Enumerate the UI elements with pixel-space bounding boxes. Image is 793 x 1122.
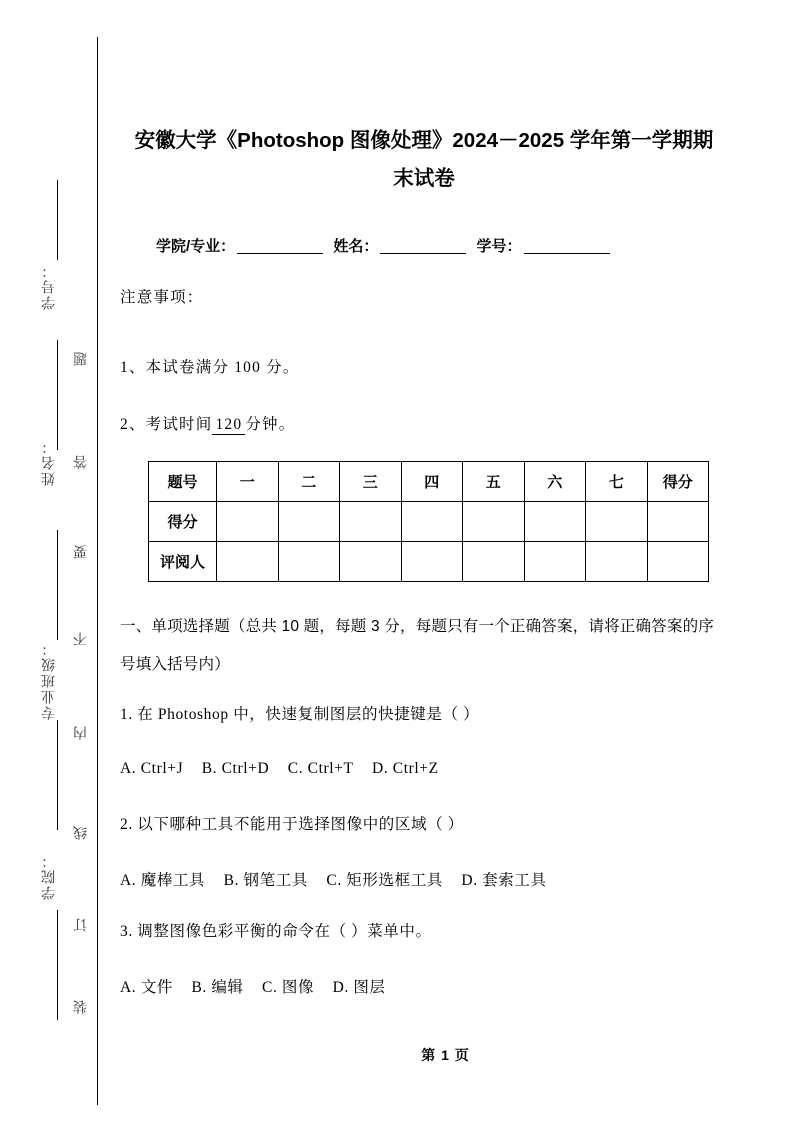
question-1-option-a[interactable]: A. Ctrl+J — [120, 760, 184, 777]
question-3-option-a[interactable]: A. 文件 — [120, 979, 173, 996]
student-id-label: 学号： — [476, 238, 522, 255]
score-cell-0-3[interactable] — [401, 502, 463, 542]
college-major-label: 学院/专业： — [156, 238, 236, 255]
score-cell-0-2[interactable] — [340, 502, 402, 542]
exam-duration-value: 120 — [212, 416, 245, 435]
binding-glyph-zhuang: 装 — [74, 1000, 89, 1014]
score-cell-1-6[interactable] — [586, 542, 648, 582]
question-1-option-c[interactable]: C. Ctrl+T — [287, 760, 354, 777]
score-table-header-4: 四 — [401, 462, 463, 502]
score-cell-0-5[interactable] — [524, 502, 586, 542]
question-2-stem: 2. 以下哪种工具不能用于选择图像中的区域（ ） — [120, 816, 464, 833]
score-cell-1-4[interactable] — [463, 542, 525, 582]
table-row-header — [149, 462, 709, 502]
section-heading-single-choice: 一、单项选择题（总共 10 题，每题 3 分，每题只有一个正确答案，请将正确答案的序号填入括号内） — [120, 618, 714, 673]
score-cell-0-6[interactable] — [586, 502, 648, 542]
binding-label-student-name: 姓名： — [42, 438, 57, 486]
page-body — [98, 0, 793, 1122]
score-cell-1-2[interactable] — [340, 542, 402, 582]
student-info-fields — [156, 235, 742, 256]
question-3-option-d[interactable]: D. 图层 — [332, 979, 386, 996]
question-1-option-d[interactable]: D. Ctrl+Z — [372, 760, 439, 777]
question-2-options — [120, 868, 740, 890]
score-table — [148, 461, 709, 582]
question-2-option-a[interactable]: A. 魔棒工具 — [120, 872, 206, 889]
binding-rule-segment-3 — [57, 530, 58, 640]
question-2-option-b[interactable]: B. 钢笔工具 — [223, 872, 308, 889]
score-cell-0-7[interactable] — [647, 502, 709, 542]
score-cell-1-3[interactable] — [401, 542, 463, 582]
score-table-header-8: 得分 — [647, 462, 709, 502]
question-2-option-d[interactable]: D. 套索工具 — [461, 872, 547, 889]
table-row — [149, 502, 709, 542]
score-table-header-2: 二 — [278, 462, 340, 502]
score-cell-1-1[interactable] — [278, 542, 340, 582]
question-1-option-b[interactable]: B. Ctrl+D — [201, 760, 270, 777]
binding-glyph-nei: 内 — [74, 726, 89, 740]
binding-rule-segment-2 — [57, 340, 58, 450]
binding-label-college: 学院： — [42, 852, 57, 900]
notice-item-1: 1、本试卷满分 100 分。 — [120, 359, 300, 376]
binding-rule-segment-4 — [57, 720, 58, 830]
binding-glyph-ti: 题 — [74, 352, 89, 366]
notice-item-2 — [120, 412, 295, 435]
score-cell-0-0[interactable] — [217, 502, 279, 542]
score-table-header-6: 六 — [524, 462, 586, 502]
student-name-label: 姓名： — [333, 238, 379, 255]
question-3-options — [120, 975, 740, 997]
binding-margin — [0, 0, 98, 1122]
table-row — [149, 542, 709, 582]
score-cell-1-5[interactable] — [524, 542, 586, 582]
score-table-header-1: 一 — [217, 462, 279, 502]
question-3-option-c[interactable]: C. 图像 — [262, 979, 315, 996]
score-row-label-score: 得分 — [149, 502, 217, 542]
binding-glyph-yao: 要 — [74, 545, 89, 559]
binding-rule-segment-1 — [57, 180, 58, 260]
question-3-option-b[interactable]: B. 编辑 — [191, 979, 244, 996]
score-table-header-7: 七 — [586, 462, 648, 502]
question-1-stem: 1. 在 Photoshop 中，快速复制图层的快捷键是（ ） — [120, 706, 480, 723]
college-major-blank[interactable] — [237, 253, 323, 254]
page-footer: 第 1 页 — [421, 1047, 470, 1063]
student-id-blank[interactable] — [524, 253, 610, 254]
binding-glyph-xian: 线 — [74, 826, 89, 840]
question-1-options — [120, 760, 740, 778]
notice-item-2-prefix: 2、考试时间 — [120, 416, 213, 433]
student-name-blank[interactable] — [380, 253, 466, 254]
notice-heading: 注意事项： — [120, 289, 204, 306]
page-title: 安徽大学《Photoshop 图像处理》2024－2025 学年第一学期期末试卷 — [134, 129, 714, 190]
binding-glyph-ding: 订 — [74, 918, 89, 932]
score-table-header-3: 三 — [340, 462, 402, 502]
score-cell-0-4[interactable] — [463, 502, 525, 542]
binding-glyph-bu: 不 — [74, 632, 89, 646]
question-2-option-c[interactable]: C. 矩形选框工具 — [326, 872, 443, 889]
binding-glyph-da: 答 — [74, 455, 89, 469]
binding-label-student-id: 学号： — [42, 262, 57, 310]
score-row-label-grader: 评阅人 — [149, 542, 217, 582]
score-table-header-0: 题号 — [149, 462, 217, 502]
binding-rule-segment-5 — [57, 910, 58, 1020]
score-cell-0-1[interactable] — [278, 502, 340, 542]
score-cell-1-0[interactable] — [217, 542, 279, 582]
question-3-stem: 3. 调整图像色彩平衡的命令在（ ）菜单中。 — [120, 923, 432, 940]
notice-item-2-suffix: 分钟。 — [245, 416, 296, 433]
score-cell-1-7[interactable] — [647, 542, 709, 582]
score-table-header-5: 五 — [463, 462, 525, 502]
binding-label-major-class: 专业班级： — [42, 640, 57, 720]
